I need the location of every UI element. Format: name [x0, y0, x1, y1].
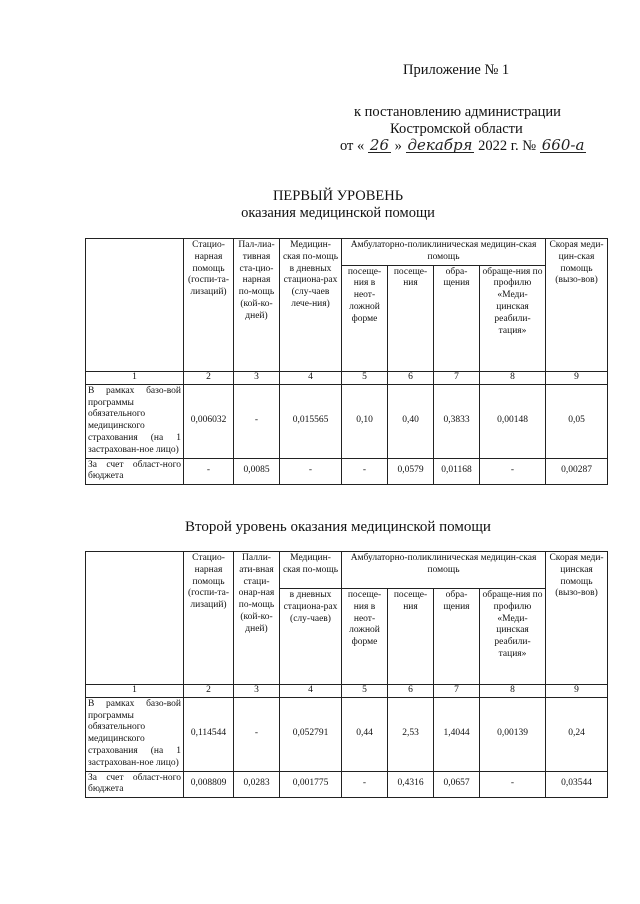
col-hospital: Стацио-нарная помощь (госпи-та-лизаций) — [184, 552, 234, 685]
table-row — [86, 384, 608, 458]
table-header-row — [86, 239, 608, 266]
value-cell: - — [342, 771, 388, 798]
value-cell: - — [234, 384, 280, 458]
value-cell: 0,0283 — [234, 771, 280, 798]
value-cell: - — [480, 771, 546, 798]
value-cell: 0,03544 — [546, 771, 608, 798]
subcol-urgent-visits: посеще-ния в неот-ложной форме — [342, 265, 388, 371]
index-cell: 5 — [342, 372, 388, 385]
row-label: За счет област-ного бюджета — [86, 771, 184, 798]
value-cell: 0,00148 — [480, 384, 546, 458]
col-outpatient: Амбулаторно-поликлиническая медицин-ская помощь — [342, 239, 546, 266]
value-cell: - — [342, 458, 388, 485]
value-cell: 0,4316 — [388, 771, 434, 798]
subcol-urgent-visits: посеще-ния в неот-ложной форме — [342, 589, 388, 685]
row-label: За счет област-ного бюджета — [86, 458, 184, 485]
date-day-handwritten: 26 — [369, 136, 389, 154]
value-cell: - — [280, 458, 342, 485]
index-cell: 8 — [480, 685, 546, 698]
value-cell: 0,05 — [546, 384, 608, 458]
index-cell: 3 — [234, 685, 280, 698]
date-prefix: от « — [340, 138, 365, 154]
col-day-hospital: Медицин-ская по-мощь в дневных стациона-рах (слу-чаев лече-ния) — [280, 239, 342, 372]
index-cell: 1 — [86, 372, 184, 385]
col-day-hospital-top: Медицин-ская по-мощь — [280, 552, 342, 589]
col-outpatient: Амбулаторно-поликлиническая медицин-ская помощь — [342, 552, 546, 589]
level1-subtitle: оказания медицинской помощи — [241, 205, 435, 221]
date-month-handwritten: декабря — [407, 136, 473, 154]
index-cell: 4 — [280, 685, 342, 698]
appendix-title: Приложение № 1 — [403, 62, 510, 78]
value-cell: 0,10 — [342, 384, 388, 458]
region-line: Костромской области — [390, 121, 523, 137]
index-cell: 9 — [546, 685, 608, 698]
value-cell: 0,00287 — [546, 458, 608, 485]
subcol-visits: посеще-ния — [388, 589, 434, 685]
row-label: В рамках базо-вой программы обязательного медицинского страхования (на 1 застрахован-ное лицо) — [86, 697, 184, 771]
index-cell: 2 — [184, 685, 234, 698]
index-cell: 1 — [86, 685, 184, 698]
col-palliative: Пал-лиа-тивная ста-цио-нарная по-мощь (кой-ко-дней) — [234, 239, 280, 372]
value-cell: 0,3833 — [434, 384, 480, 458]
date-year: 2022 г. № — [478, 138, 537, 154]
col-ambulance: Скорая меди-цин-ская помощь (вызо-вов) — [546, 239, 608, 372]
value-cell: - — [234, 697, 280, 771]
column-index-row — [86, 372, 608, 385]
index-cell: 7 — [434, 685, 480, 698]
subcol-rehab-appeals: обраще-ния по профилю «Меди-цинская реабили-тация» — [480, 265, 546, 371]
col-day-hospital-bottom: в дневных стациона-рах (слу-чаев) — [280, 589, 342, 685]
document-number-handwritten: 660-а — [541, 136, 585, 154]
empty-corner-cell — [86, 239, 184, 372]
value-cell: 0,01168 — [434, 458, 480, 485]
value-cell: 0,40 — [388, 384, 434, 458]
value-cell: 2,53 — [388, 697, 434, 771]
index-cell: 7 — [434, 372, 480, 385]
table-header-row — [86, 552, 608, 589]
level2-title: Второй уровень оказания медицинской помощи — [185, 519, 491, 535]
col-palliative: Палли-ати-вная стаци-онар-ная по-мощь (кой-ко-дней) — [234, 552, 280, 685]
empty-corner-cell — [86, 552, 184, 685]
ruling-line: к постановлению администрации — [354, 104, 561, 120]
col-ambulance: Скорая меди-цинская помощь (вызо-вов) — [546, 552, 608, 685]
value-cell: 1,4044 — [434, 697, 480, 771]
level1-title: ПЕРВЫЙ УРОВЕНЬ — [272, 188, 404, 204]
index-cell: 8 — [480, 372, 546, 385]
subcol-appeals: обра-щения — [434, 589, 480, 685]
value-cell: 0,052791 — [280, 697, 342, 771]
index-cell: 4 — [280, 372, 342, 385]
table-row — [86, 697, 608, 771]
value-cell: 0,008809 — [184, 771, 234, 798]
value-cell: 0,015565 — [280, 384, 342, 458]
value-cell: 0,44 — [342, 697, 388, 771]
index-cell: 3 — [234, 372, 280, 385]
row-label: В рамках базо-вой программы обязательного медицинского страхования (на 1 застрахован-ное лицо) — [86, 384, 184, 458]
value-cell: 0,00139 — [480, 697, 546, 771]
subcol-appeals: обра-щения — [434, 265, 480, 371]
value-cell: 0,001775 — [280, 771, 342, 798]
table-row — [86, 458, 608, 485]
value-cell: 0,114544 — [184, 697, 234, 771]
value-cell: 0,0657 — [434, 771, 480, 798]
index-cell: 2 — [184, 372, 234, 385]
date-mid: » — [394, 138, 402, 154]
value-cell: - — [480, 458, 546, 485]
table-row — [86, 771, 608, 798]
subcol-rehab-appeals: обраще-ния по профилю «Меди-цинская реабили-тация» — [480, 589, 546, 685]
value-cell: 0,0579 — [388, 458, 434, 485]
index-cell: 6 — [388, 685, 434, 698]
index-cell: 9 — [546, 372, 608, 385]
value-cell: - — [184, 458, 234, 485]
value-cell: 0,0085 — [234, 458, 280, 485]
index-cell: 5 — [342, 685, 388, 698]
date-line — [340, 138, 586, 155]
index-cell: 6 — [388, 372, 434, 385]
level2-table — [85, 551, 608, 798]
col-hospital: Стацио-нарная помощь (госпи-та-лизаций) — [184, 239, 234, 372]
subcol-visits: посеще-ния — [388, 265, 434, 371]
value-cell: 0,24 — [546, 697, 608, 771]
value-cell: 0,006032 — [184, 384, 234, 458]
column-index-row — [86, 685, 608, 698]
level1-table — [85, 238, 608, 485]
